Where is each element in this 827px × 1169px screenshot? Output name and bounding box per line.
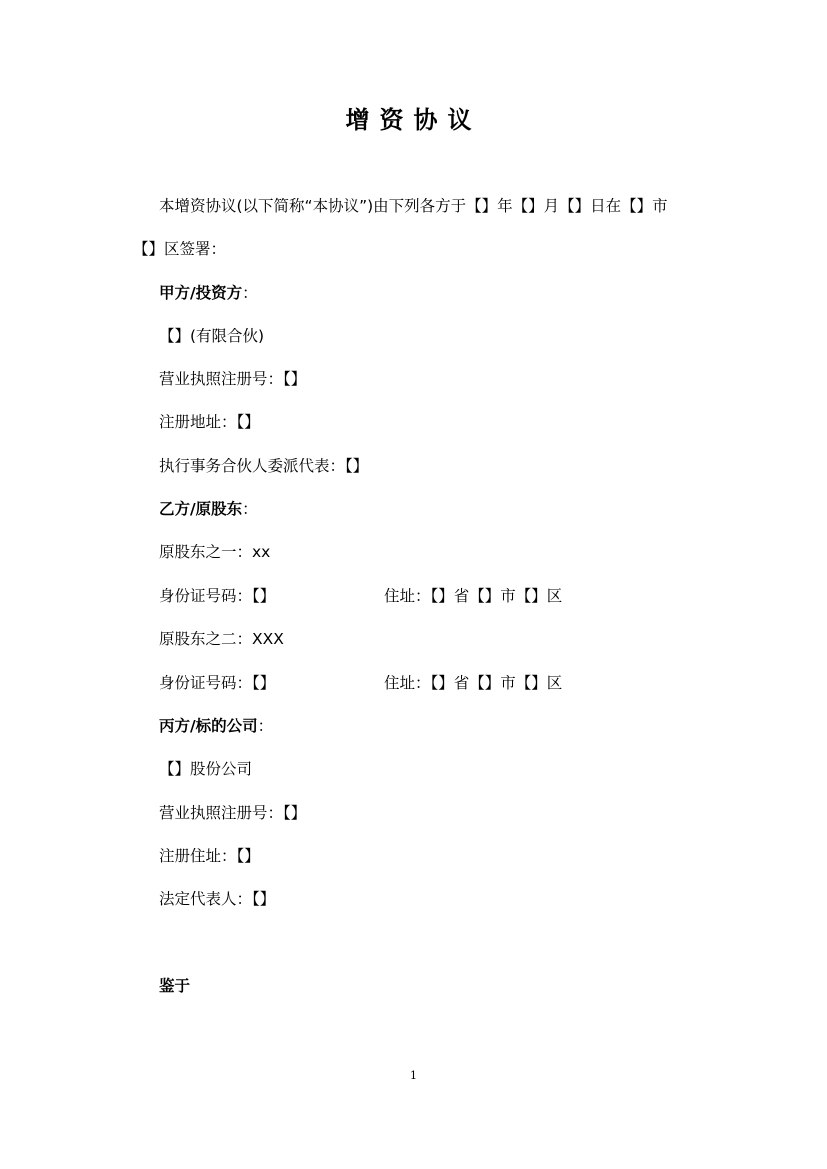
- party-c-heading-suffix: ：: [257, 717, 274, 735]
- party-c-legal-rep: 法定代表人：【】: [159, 890, 276, 908]
- party-b-heading-row: [159, 498, 258, 520]
- party-b-heading-suffix: ：: [242, 500, 258, 518]
- party-a-heading-suffix: ：: [242, 284, 258, 302]
- party-a-address: 注册地址：【】: [159, 413, 260, 431]
- party-c-heading: 丙方/标的公司: [159, 717, 258, 735]
- party-a-name: 【】(有限合伙): [159, 327, 265, 345]
- intro-line-2: 【】区签署：: [133, 240, 227, 258]
- party-c-license: 营业执照注册号：【】: [159, 804, 307, 822]
- shareholder-2: 原股东之二：XXX: [159, 630, 284, 648]
- shareholder-1-address: 住址：【】省【】市【】区: [384, 587, 563, 605]
- intro-line-1: 本增资协议(以下简称“本协议”)由下列各方于【】年【】月【】日在【】市: [159, 197, 668, 215]
- shareholder-1-id: 身份证号码：【】: [159, 587, 276, 605]
- shareholder-2-address: 住址：【】省【】市【】区: [384, 674, 563, 692]
- shareholder-1: 原股东之一：xx: [159, 543, 271, 561]
- party-b-heading: 乙方/原股东: [159, 500, 243, 518]
- party-a-representative: 执行事务合伙人委派代表：【】: [159, 457, 369, 475]
- party-a-license: 营业执照注册号：【】: [159, 370, 307, 388]
- party-a-heading: 甲方/投资方: [159, 284, 243, 302]
- party-c-address: 注册住址：【】: [159, 847, 260, 865]
- shareholder-2-id: 身份证号码：【】: [159, 674, 276, 692]
- party-c-name: 【】股份公司: [159, 760, 253, 778]
- party-c-heading-row: [159, 715, 273, 737]
- page-number: 1: [410, 1069, 417, 1082]
- document-title: 增资协议: [345, 106, 482, 134]
- party-a-heading-row: [159, 282, 258, 304]
- whereas-heading: 鉴于: [159, 977, 191, 995]
